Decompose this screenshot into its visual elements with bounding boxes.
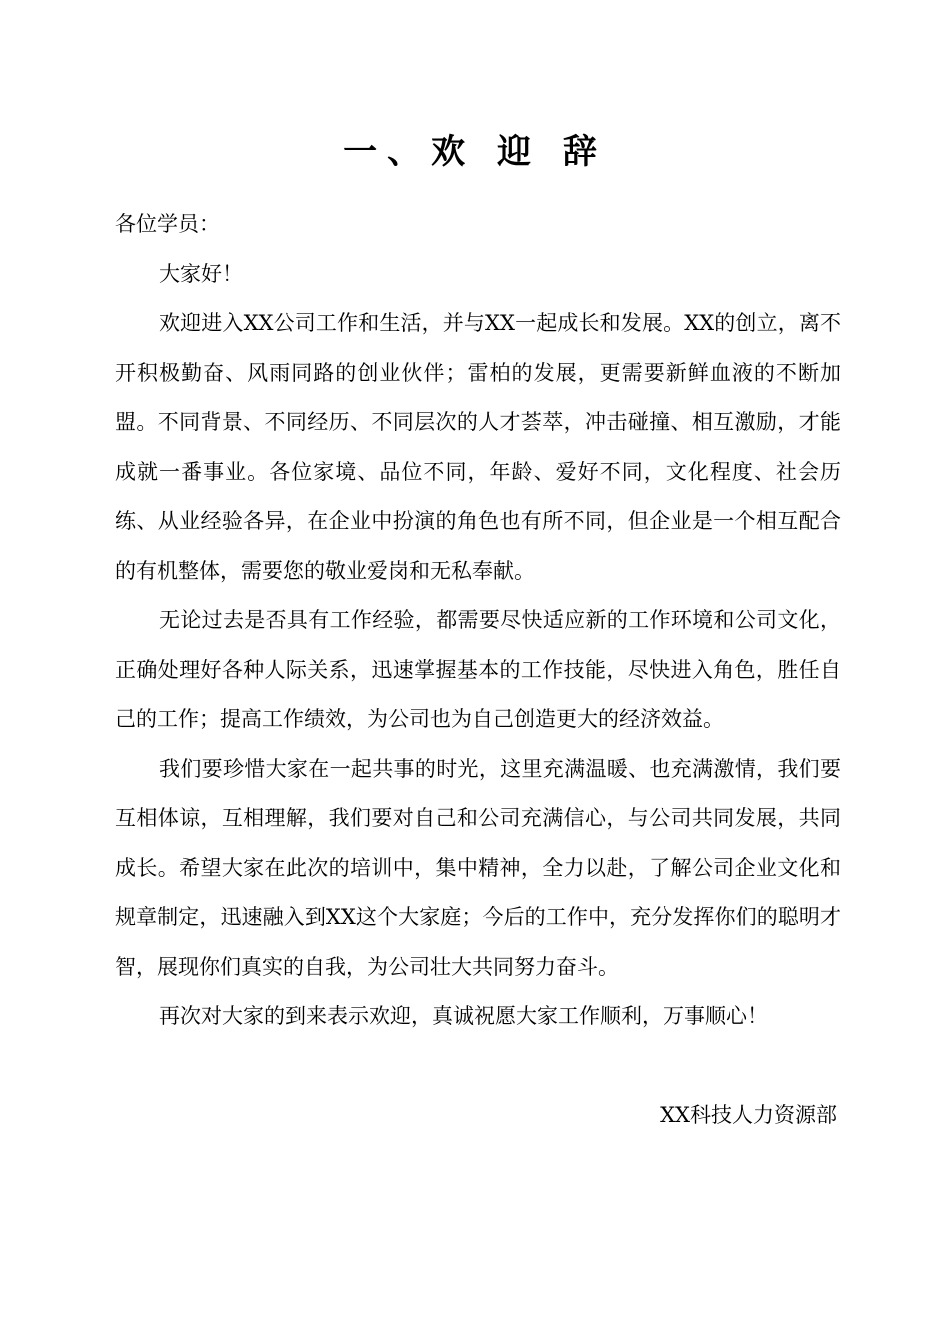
paragraph-welcome: 欢迎进入XX公司工作和生活，并与XX一起成长和发展。XX的创立，离不开积极勤奋、风雨同路的创业伙伴；雷柏的发展，更需要新鲜血液的不断加盟。不同背景、不同经历、不同层次的人才荟萃，冲击碰撞、相互激励，才能成就一番事业。各位家境、品位不同，年龄、爱好不同，文化程度、社会历练、从业经验各异，在企业中扮演的角色也有所不同，但企业是一个相互配合的有机整体，需要您的敬业爱岗和无私奉献。 bbox=[115, 311, 841, 583]
greeting: 大家好！ bbox=[159, 261, 243, 286]
document-body bbox=[115, 200, 841, 1042]
salutation: 各位学员： bbox=[115, 212, 220, 236]
signature: XX科技人力资源部 bbox=[660, 1103, 837, 1127]
paragraph-adaptation: 无论过去是否具有工作经验，都需要尽快适应新的工作环境和公司文化，正确处理好各种人际关系，迅速掌握基本的工作技能，尽快进入角色，胜任自己的工作；提高工作绩效，为公司也为自己创造更大的经济效益。 bbox=[115, 608, 841, 731]
paragraph-cherish: 我们要珍惜大家在一起共事的时光，这里充满温暖、也充满激情，我们要互相体谅，互相理解，我们要对自己和公司充满信心，与公司共同发展，共同成长。希望大家在此次的培训中，集中精神，全力以赴，了解公司企业文化和规章制定，迅速融入到XX这个大家庭；今后的工作中，充分发挥你们的聪明才智，展现你们真实的自我，为公司壮大共同努力奋斗。 bbox=[115, 756, 841, 979]
paragraph-closing: 再次对大家的到来表示欢迎，真诚祝愿大家工作顺利，万事顺心！ bbox=[159, 1004, 768, 1028]
page-title: 一、欢 迎 辞 bbox=[343, 132, 607, 172]
